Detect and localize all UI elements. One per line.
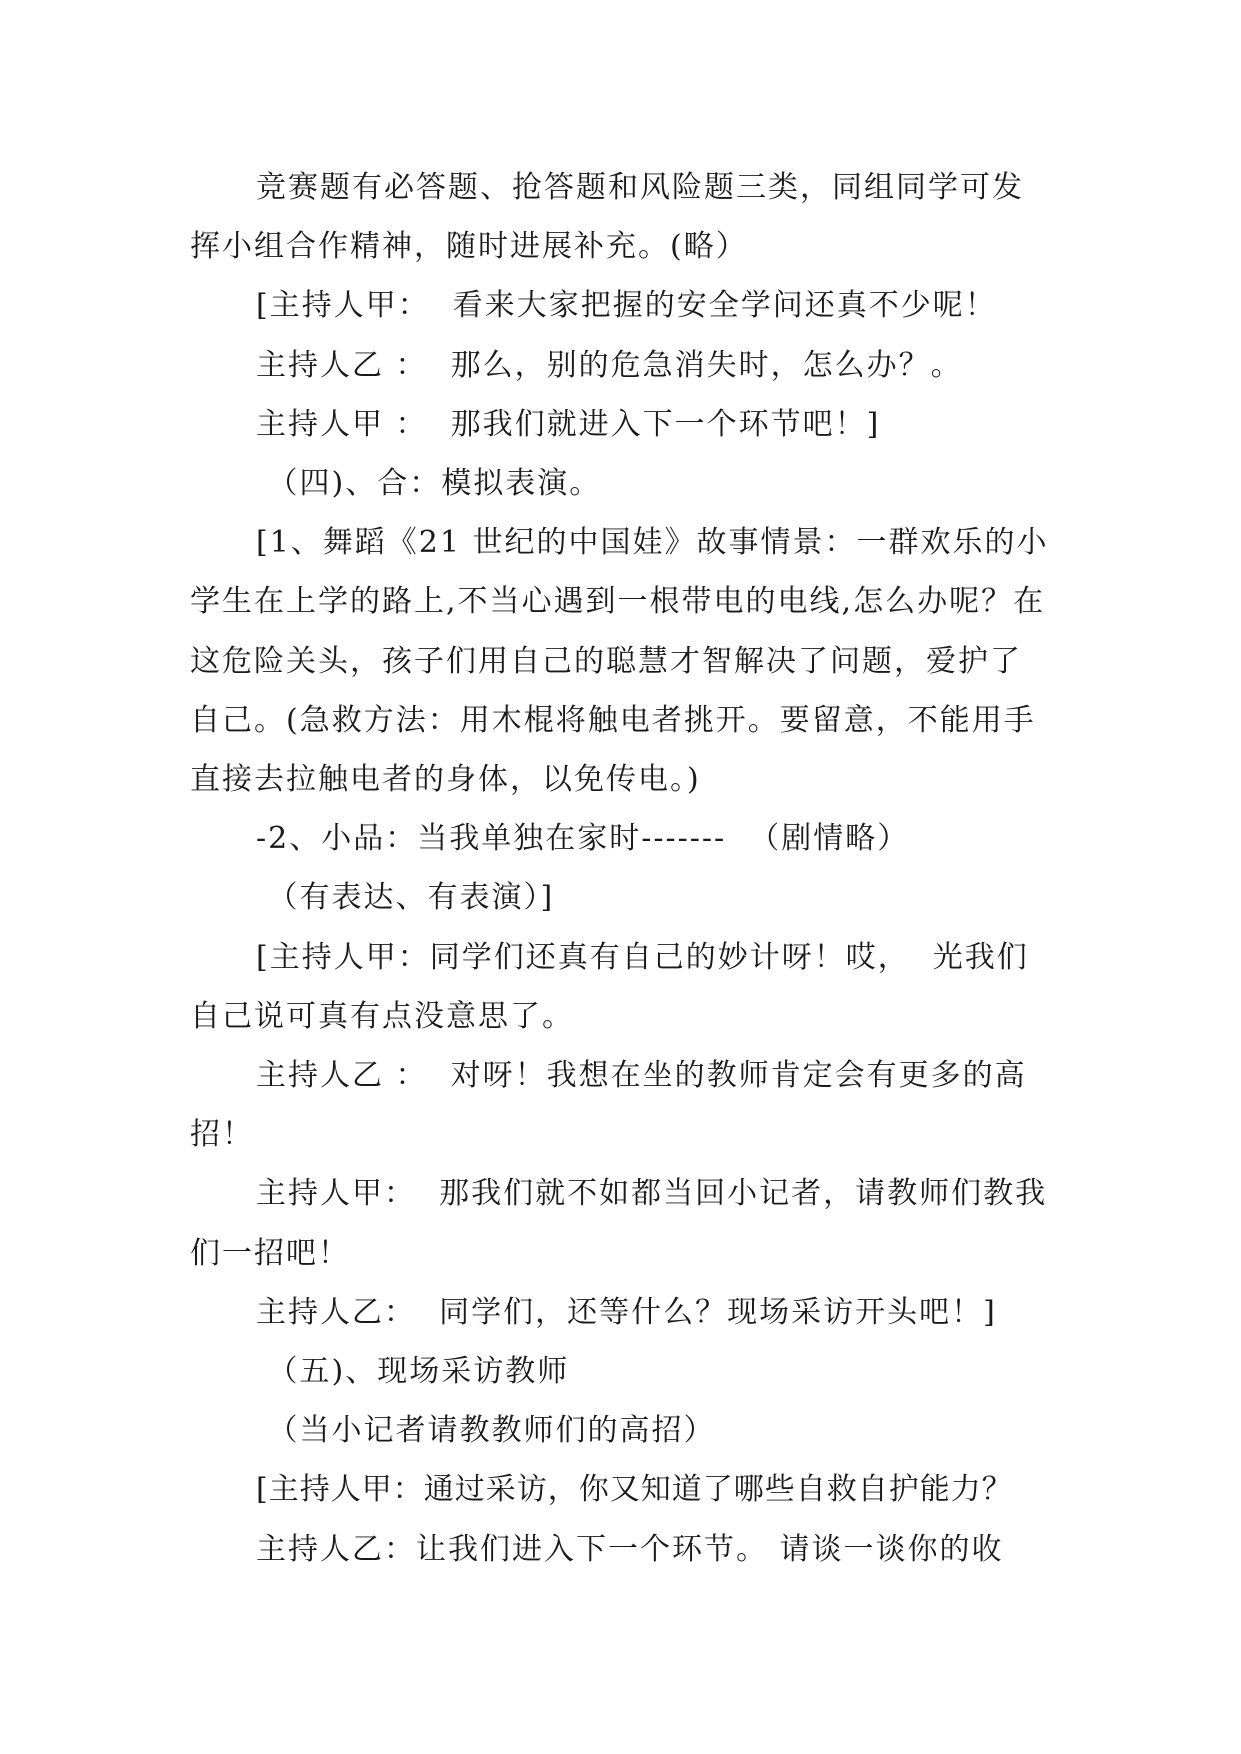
paragraph-host-a-safety: [主持人甲： 看来大家把握的安全学问还真不少呢！ [256, 288, 997, 324]
section-heading-four: （四)、合：模拟表演。 [256, 466, 602, 502]
paragraph-host-a-tricks: [主持人甲：同学们还真有自己的妙计呀！哎， 光我们自己说可真有点没意思了。 [190, 939, 1029, 1034]
paragraph-contest-rules: 竞赛题有必答题、抢答题和风险题三类，同组同学可发挥小组合作精神，随时进展补充。(略） [190, 170, 1024, 265]
paragraph-host-b-danger: 主持人乙 ： 那么，别的危急消失时，怎么办？。 [256, 347, 963, 383]
paragraph-host-b-harvest: 主持人乙：让我们进入下一个环节。 请谈一谈你的收 [256, 1531, 1004, 1567]
paragraph-host-b-interview: 主持人乙： 同学们，还等什么？现场采访开头吧！] [256, 1294, 997, 1330]
paragraph-host-b-teachers: 主持人乙 ： 对呀！我想在坐的教师肯定会有更多的高招！ [190, 1058, 1027, 1153]
paragraph-reporter-note: （当小记者请教教师们的高招） [256, 1413, 716, 1449]
paragraph-dance: [1、舞蹈《21 世纪的中国娃》故事情景：一群欢乐的小学生在上学的路上,不当心遇到一根带电的电线,怎么办呢？在这危险关头，孩子们用自己的聪慧才智解决了问题，爱护了自己。(急救方法：用木棍将触电者挑开。要留意，不能用手直接去拉触电者的身体，以免传电。) [190, 525, 1049, 798]
document-body [190, 158, 1050, 1579]
paragraph-skit: -2、小品：当我单独在家时------- （剧情略） [256, 821, 910, 857]
paragraph-host-a-next: 主持人甲 ： 那我们就进入下一个环节吧！] [256, 406, 881, 442]
paragraph-host-a-reporter: 主持人甲： 那我们就不如都当回小记者，请教师们教我们一招吧！ [190, 1176, 1048, 1271]
paragraph-expression: （有表达、有表演）] [256, 880, 555, 916]
paragraph-host-a-skills: [主持人甲：通过采访，你又知道了哪些自救自护能力？ [256, 1472, 1013, 1508]
section-heading-five: （五)、现场采访教师 [256, 1354, 570, 1390]
